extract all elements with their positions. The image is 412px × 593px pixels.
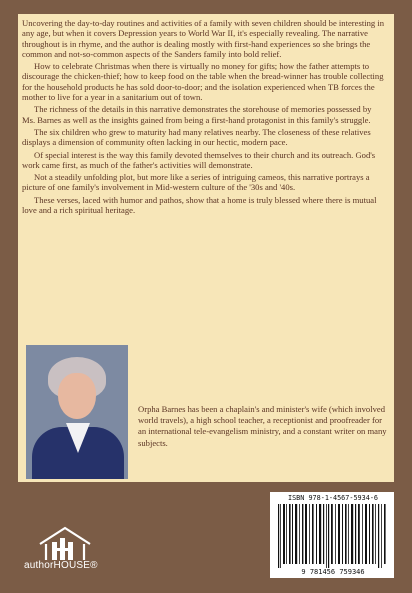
description-panel [18, 14, 394, 342]
publisher-name: authorHOUSE® [24, 560, 98, 571]
barcode-icon [276, 504, 390, 568]
author-photo [26, 345, 128, 479]
description-paragraph: How to celebrate Christmas when there is virtually no money for gifts; how the father attempts to discourage the chicken-thief; how to keep food on the table when the bread-winner has trouble collecting for the household products he has sold door-to-door; and the isolation experienced when TB forces the mother to live for a year in a sanitarium out of town. [22, 61, 384, 103]
photo-face [58, 373, 96, 419]
isbn-label: ISBN 978-1-4567-5934-6 [287, 494, 379, 502]
description-paragraph: The six children who grew to maturity had many relatives nearby. The closeness of these relatives displays a dimension of community often lacking in our hectic, modern pace. [22, 126, 371, 148]
ean-digits: 9 781456 759346 [301, 568, 365, 576]
description-paragraph: Uncovering the day-to-day routines and activities of a family with seven children should be interesting in any age, but when it covers Depression years to World War II, it's especially revealing. The narrative throughout is in rhyme, and the author is dealing mostly with first-hand experiences so she brings the common and not-so-common aspects of the Sanders family into bold relief. [22, 18, 385, 59]
description-paragraph: Not a steadily unfolding plot, but more like a series of intriguing cameos, this narrative portrays a picture of one family's involvement in Mid-western culture of the '30s and '40s. [22, 172, 370, 193]
authorhouse-logo-icon [30, 524, 100, 562]
description-paragraph: The richness of the details in this narrative demonstrates the storehouse of memories possessed by Ms. Barnes as well as the insights gained from being a first-hand protagonist in this family's struggle. [22, 104, 372, 125]
description-paragraph: These verses, laced with humor and pathos, show that a home is truly blessed where there is mutual love and a rich spiritual heritage. [22, 194, 377, 216]
description-paragraph: Of special interest is the way this family devoted themselves to their church and its outreach. God's work came first, as much of the father's activities will demonstrate. [22, 149, 376, 170]
author-bio: Orpha Barnes has been a chaplain's and minister's wife (which involved world travels), a high school teacher, a receptionist and proofreader for an international tele-evangelism ministry, and a constant writer on many subjects. [138, 404, 387, 448]
